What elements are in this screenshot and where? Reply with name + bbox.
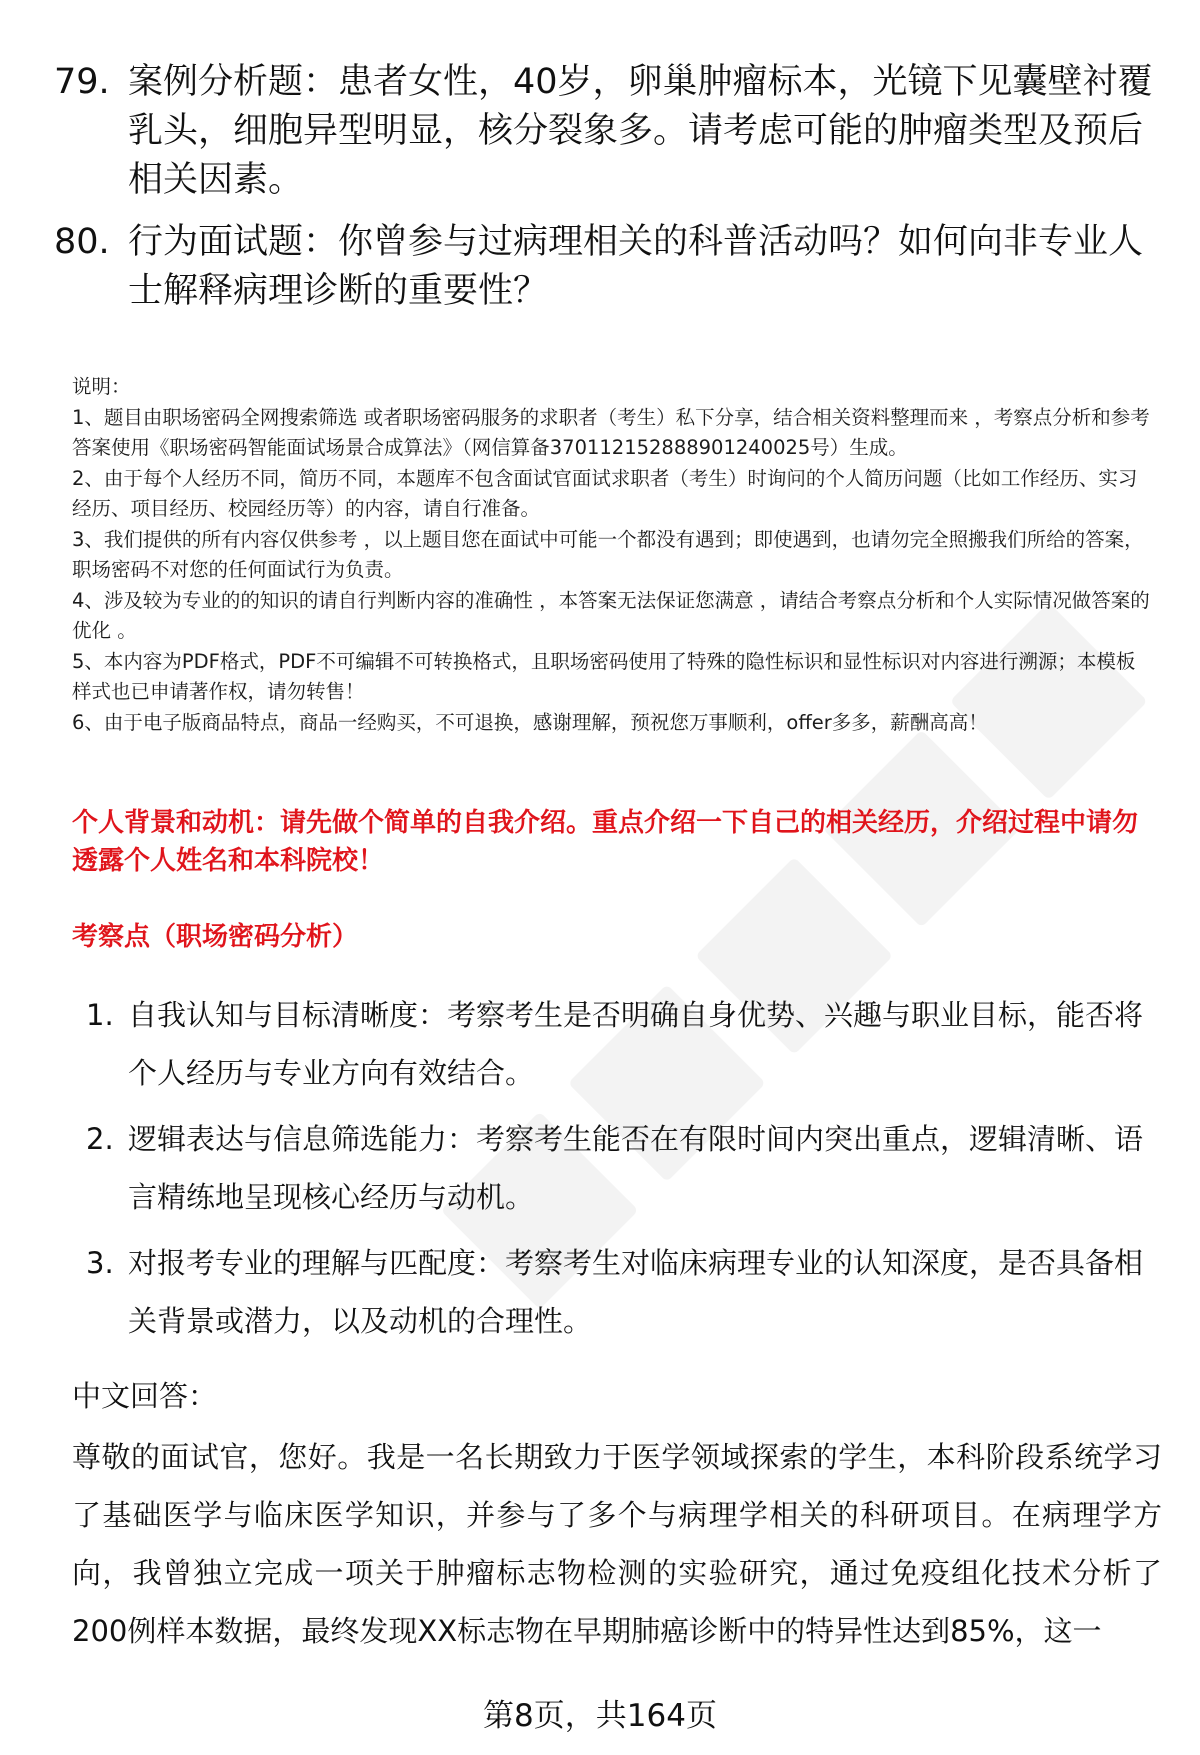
- evaluation-point: [72, 986, 1162, 1102]
- note-item: 1、题目由职场密码全网搜索筛选 或者职场密码服务的求职者（考生）私下分享，结合相关资料整理而来 ，考察点分析和参考答案使用《职场密码智能面试场景合成算法》（网信算备370112152888901240025号）生成。: [72, 405, 1150, 459]
- note-item: 2、由于每个人经历不同，简历不同，本题库不包含面试官面试求职者（考生）时询问的个人简历问题（比如工作经历、实习经历、项目经历、校园经历等）的内容，请自行准备。: [72, 466, 1138, 520]
- question-text: 行为面试题：你曾参与过病理相关的科普活动吗？如何向非专业人士解释病理诊断的重要性？: [128, 222, 1144, 311]
- analysis-section-title: 考察点（职场密码分析）: [72, 922, 359, 952]
- question-number: 80.: [54, 222, 110, 262]
- note-item: 3、我们提供的所有内容仅供参考 ，以上题目您在面试中可能一个都没有遇到；即使遇到，也请勿完全照搬我们所给的答案，职场密码不对您的任何面试行为负责。: [72, 527, 1144, 581]
- notes-heading: 说明：: [72, 375, 131, 398]
- point-number: 2.: [86, 1122, 114, 1156]
- question-text: 案例分析题：患者女性，40岁，卵巢肿瘤标本，光镜下见囊壁衬覆乳头，细胞异型明显，核分裂象多。请考虑可能的肿瘤类型及预后相关因素。: [128, 62, 1153, 200]
- evaluation-point: [72, 1234, 1162, 1350]
- point-text: 逻辑表达与信息筛选能力：考察考生能否在有限时间内突出重点，逻辑清晰、语言精练地呈现核心经历与动机。: [128, 1122, 1144, 1214]
- question-79: [48, 58, 1158, 205]
- note-item: 4、涉及较为专业的的知识的请自行判断内容的准确性 ，本答案无法保证您满意 ，请结合考察点分析和个人实际情况做答案的优化 。: [72, 588, 1150, 642]
- point-text: 自我认知与目标清晰度：考察考生是否明确自身优势、兴趣与职业目标，能否将个人经历与专业方向有效结合。: [128, 998, 1144, 1090]
- answer-label: 中文回答：: [72, 1379, 218, 1413]
- note-item: 6、由于电子版商品特点，商品一经购买，不可退换，感谢理解，预祝您万事顺利，offer多多，薪酬高高！: [72, 710, 988, 734]
- evaluation-point: [72, 1110, 1162, 1226]
- question-80: [48, 218, 1158, 316]
- page-number: 第8页，共164页: [483, 1698, 717, 1734]
- evaluation-points-list: [72, 986, 1162, 1358]
- answer-text: 尊敬的面试官，您好。我是一名长期致力于医学领域探索的学生，本科阶段系统学习了基础医学与临床医学知识，并参与了多个与病理学相关的科研项目。在病理学方向，我曾独立完成一项关于肿瘤标志物检测的实验研究，通过免疫组化技术分析了200例样本数据，最终发现XX标志物在早期肺癌诊断中的特异性达到85%，这一: [72, 1440, 1162, 1648]
- point-number: 3.: [86, 1246, 114, 1280]
- notes-section: [72, 372, 1152, 738]
- interview-question-title: 个人背景和动机：请先做个简单的自我介绍。重点介绍一下自己的相关经历，介绍过程中请勿透露个人姓名和本科院校！: [72, 808, 1139, 876]
- question-number: 79.: [54, 62, 110, 102]
- point-number: 1.: [86, 998, 114, 1032]
- note-item: 5、本内容为PDF格式，PDF不可编辑不可转换格式，且职场密码使用了特殊的隐性标识和显性标识对内容进行溯源；本模板样式也已申请著作权，请勿转售！: [72, 649, 1136, 703]
- point-text: 对报考专业的理解与匹配度：考察考生对临床病理专业的认知深度，是否具备相关背景或潜力，以及动机的合理性。: [128, 1246, 1144, 1338]
